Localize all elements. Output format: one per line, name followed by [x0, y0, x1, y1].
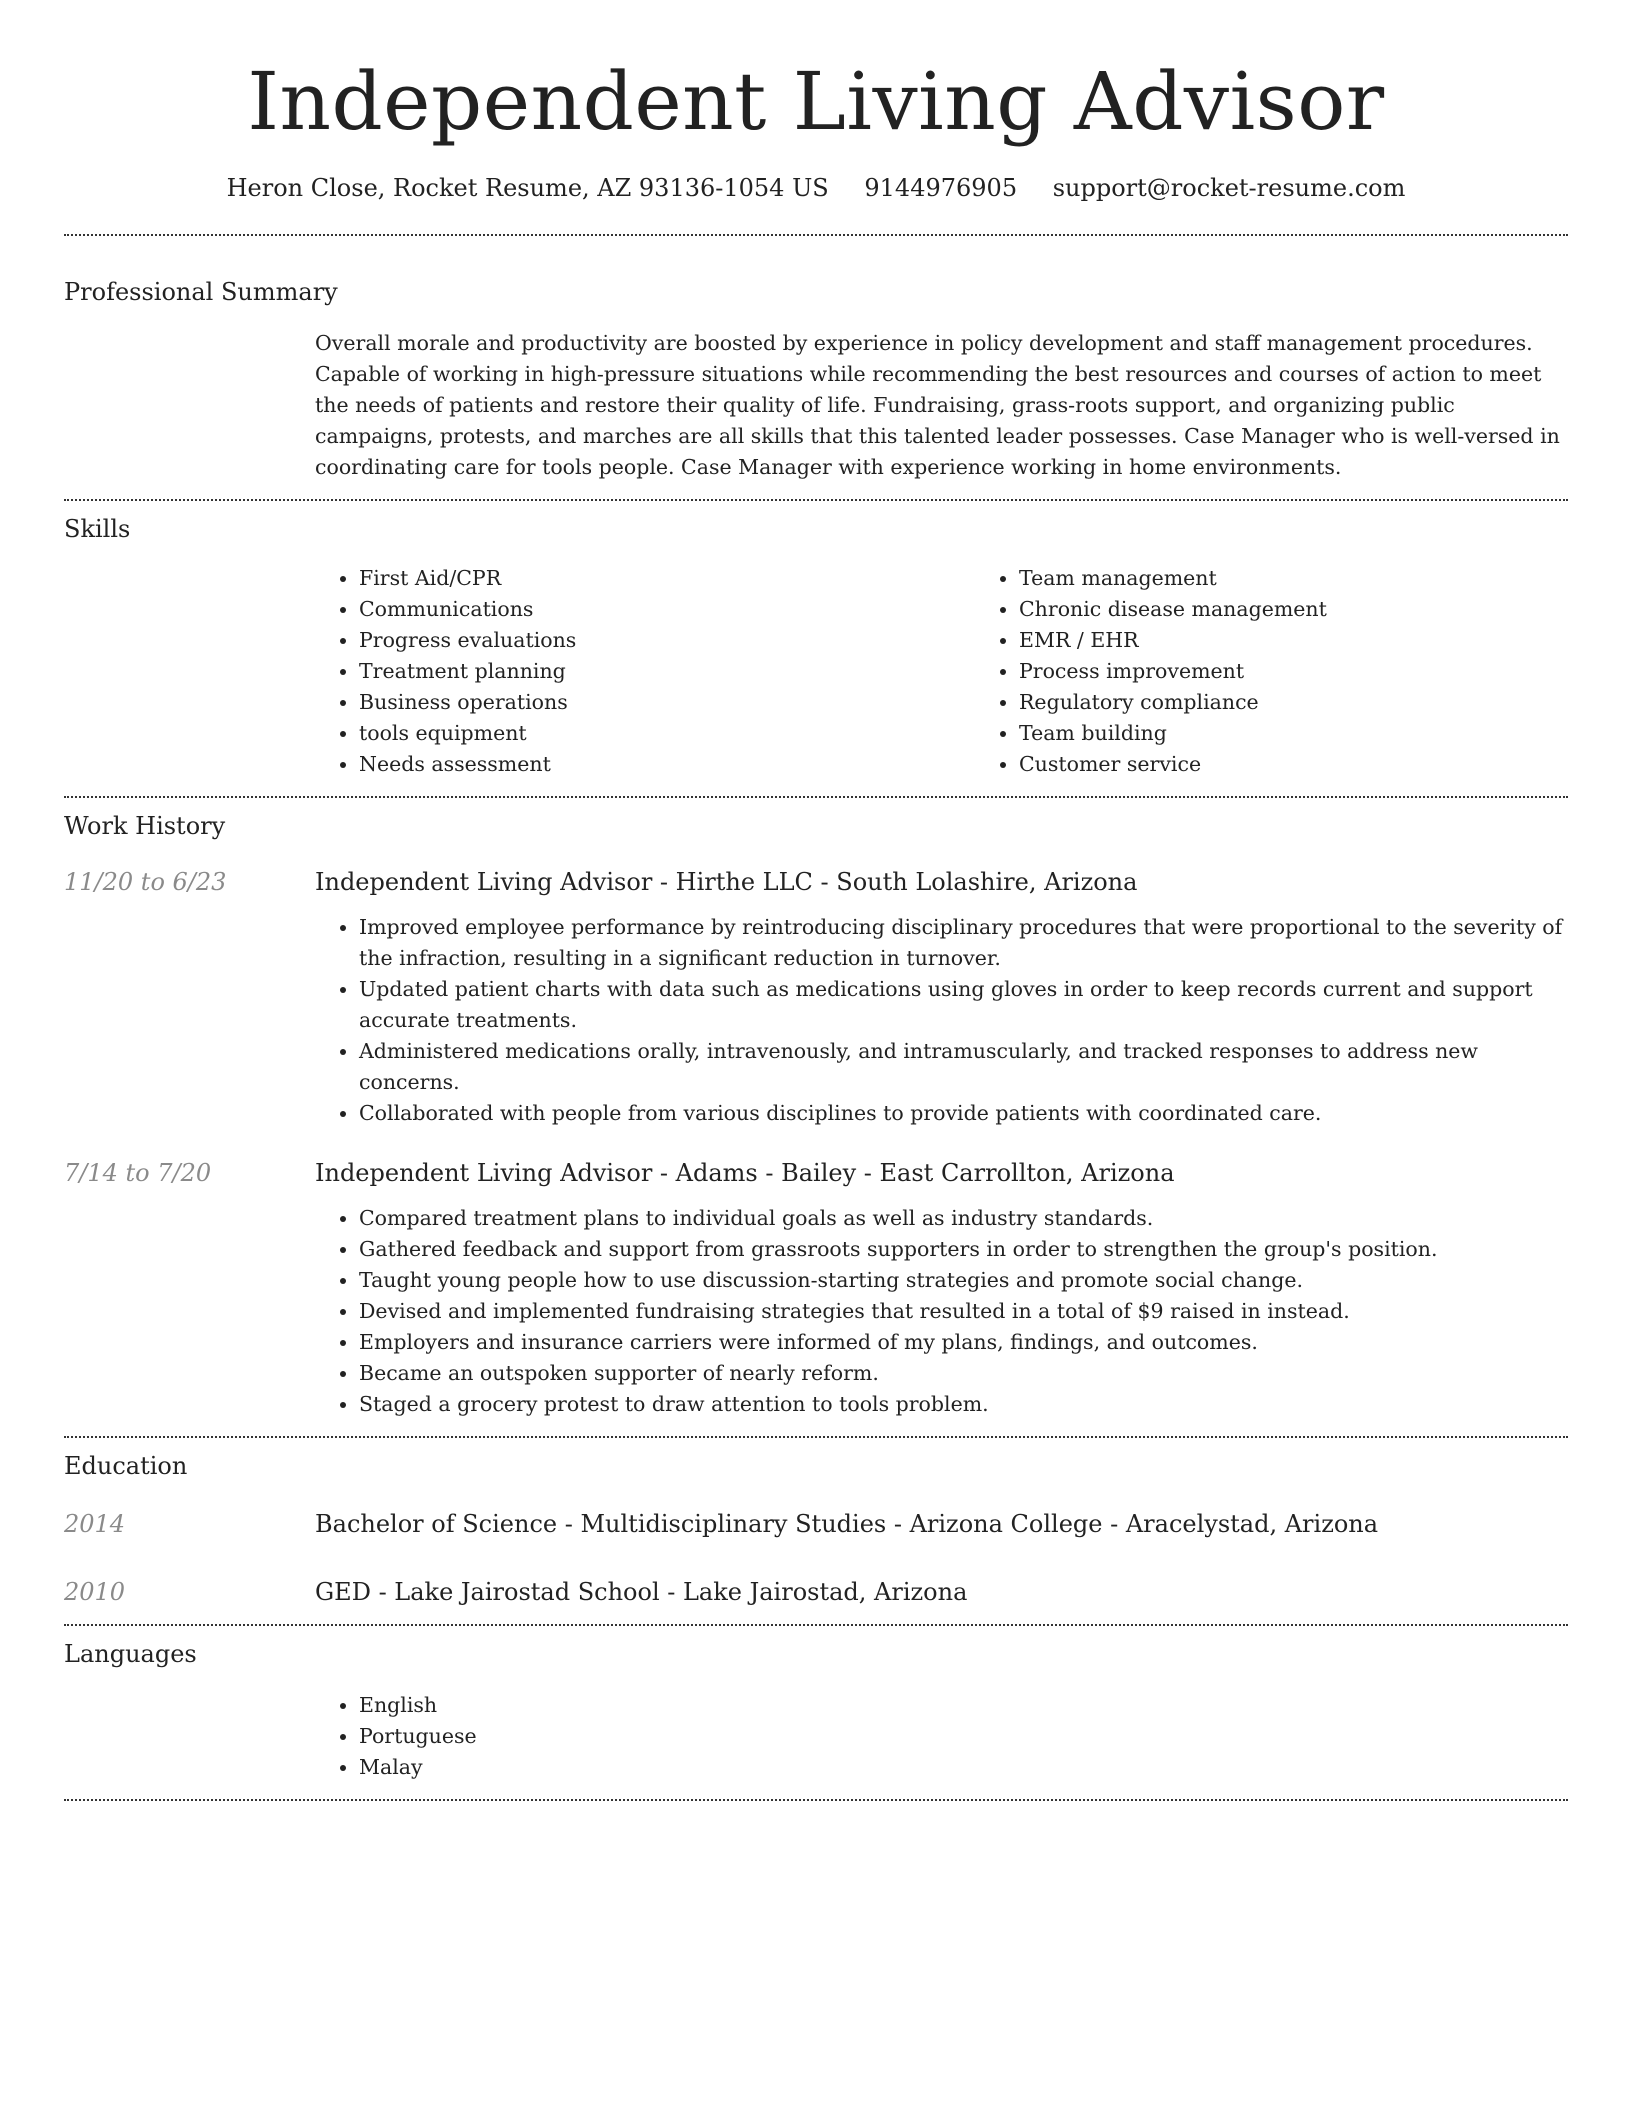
- work-title: Work History: [64, 812, 226, 840]
- list-item: • Team management: [1019, 563, 1632, 594]
- list-item: • Improved employee performance by reintroducing disciplinary procedures that were proportional to the severity of the infraction, resulting in a significant reduction in turnover.: [359, 912, 1568, 974]
- list-item: • Updated patient charts with data such as medications using gloves in order to keep records current and support accurate treatments.: [359, 974, 1568, 1036]
- list-item: • Treatment planning: [359, 656, 975, 687]
- work-section: [64, 798, 1568, 1420]
- education-entry: [64, 1576, 1568, 1608]
- skills-list-right: [975, 563, 1632, 780]
- list-item: • Became an outspoken supporter of nearly reform.: [359, 1358, 1568, 1389]
- list-item: • Employers and insurance carriers were informed of my plans, findings, and outcomes.: [359, 1327, 1568, 1358]
- languages-section: [64, 1626, 1568, 1783]
- phone: 9144976905: [864, 174, 1018, 202]
- list-item: • Compared treatment plans to individual goals as well as industry standards.: [359, 1203, 1568, 1234]
- list-item: • Chronic disease management: [1019, 594, 1632, 625]
- list-item: • English: [359, 1690, 1568, 1721]
- list-item: • Regulatory compliance: [1019, 687, 1632, 718]
- summary-title: Professional Summary: [64, 278, 338, 306]
- education-entry: [64, 1508, 1568, 1540]
- list-item: • Communications: [359, 594, 975, 625]
- email: support@rocket-resume.com: [1052, 174, 1406, 202]
- job-heading: Independent Living Advisor - Adams - Bailey - East Carrollton, Arizona: [315, 1159, 1175, 1187]
- address: Heron Close, Rocket Resume, AZ 93136-1054 US: [226, 174, 829, 202]
- list-item: • Gathered feedback and support from grassroots supporters in order to strengthen the group's position.: [359, 1234, 1568, 1265]
- job-dates: 7/14 to 7/20: [64, 1159, 212, 1187]
- job-bullets: [315, 1203, 1568, 1420]
- resume-header: [64, 0, 1568, 204]
- list-item: • First Aid/CPR: [359, 563, 975, 594]
- section-divider: [64, 1799, 1568, 1801]
- education-text: GED - Lake Jairostad School - Lake Jairostad, Arizona: [315, 1578, 968, 1606]
- job-dates: 11/20 to 6/23: [64, 868, 227, 896]
- education-title: Education: [64, 1452, 188, 1480]
- job-entry: [64, 1157, 1568, 1420]
- skills-title: Skills: [64, 515, 131, 543]
- candidate-name: Independent Living Advisor: [247, 55, 1385, 148]
- skills-list-left: [315, 563, 975, 780]
- list-item: • Staged a grocery protest to draw attention to tools problem.: [359, 1389, 1568, 1420]
- summary-text: Overall morale and productivity are boosted by experience in policy development and staff management procedures. Capable of working in high-pressure situations while recommending the best resources and courses of action to meet the needs of patients and restore their quality of life. Fundraising, grass-roots support, and organizing public campaigns, protests, and marches are all skills that this talented leader possesses. Case Manager who is well-versed in coordinating care for tools people. Case Manager with experience working in home environments.: [315, 331, 1560, 479]
- list-item: • Administered medications orally, intravenously, and intramuscularly, and tracked responses to address new concerns.: [359, 1036, 1568, 1098]
- education-text: Bachelor of Science - Multidisciplinary Studies - Arizona College - Aracelystad, Arizona: [315, 1510, 1379, 1538]
- list-item: • Needs assessment: [359, 749, 975, 780]
- education-year: 2010: [64, 1578, 126, 1606]
- list-item: • Team building: [1019, 718, 1632, 749]
- contact-line: [64, 172, 1568, 204]
- job-bullets: [315, 912, 1568, 1129]
- list-item: • Progress evaluations: [359, 625, 975, 656]
- list-item: • tools equipment: [359, 718, 975, 749]
- skills-section: [64, 501, 1568, 780]
- list-item: • Process improvement: [1019, 656, 1632, 687]
- job-heading: Independent Living Advisor - Hirthe LLC - South Lolashire, Arizona: [315, 868, 1138, 896]
- education-section: [64, 1438, 1568, 1608]
- list-item: • EMR / EHR: [1019, 625, 1632, 656]
- languages-list: [315, 1690, 1568, 1783]
- job-entry: [64, 866, 1568, 1129]
- list-item: • Business operations: [359, 687, 975, 718]
- languages-title: Languages: [64, 1640, 197, 1668]
- list-item: • Collaborated with people from various disciplines to provide patients with coordinated care.: [359, 1098, 1568, 1129]
- list-item: • Malay: [359, 1752, 1568, 1783]
- summary-section: [64, 236, 1568, 483]
- list-item: • Devised and implemented fundraising strategies that resulted in a total of $9 raised in instead.: [359, 1296, 1568, 1327]
- list-item: • Portuguese: [359, 1721, 1568, 1752]
- list-item: • Customer service: [1019, 749, 1632, 780]
- education-year: 2014: [64, 1510, 126, 1538]
- list-item: • Taught young people how to use discussion-starting strategies and promote social change.: [359, 1265, 1568, 1296]
